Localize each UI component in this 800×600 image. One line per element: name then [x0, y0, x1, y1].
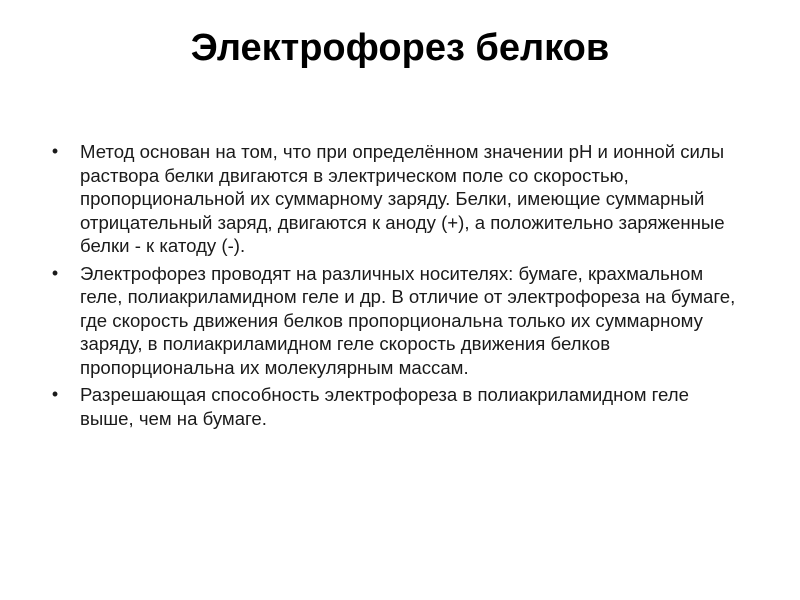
bullet-dot-icon: • — [51, 384, 59, 404]
bullet-text: Электрофорез проводят на различных носителях: бумаге, крахмальном геле, полиакриламидном геле и др. В отличие от электрофореза на бумаге, где скорость движения белков пропорциональна только их суммарному заряду, в полиакриламидном геле скорость движения белков пропорциональна их молекулярным массам. — [80, 262, 736, 378]
bullet-item-1 — [48, 140, 740, 258]
bullet-item-3 — [48, 383, 740, 430]
bullet-dot-icon: • — [51, 262, 59, 283]
bullet-text: Разрешающая способность электрофореза в полиакриламидном геле выше, чем на бумаге. — [80, 384, 689, 429]
bullet-text: Метод основан на том, что при определённом значении pH и ионной силы раствора белки двигаются в электрическом поле со скоростью, пропорциональной их суммарному заряду. Белки, имеющие суммарный отрицательный заряд, двигаются к аноду (+), а положительно заряженные белки - к катоду (-). — [80, 141, 725, 256]
slide-title: Электрофорез белков — [190, 27, 610, 69]
bullet-list — [48, 140, 740, 434]
bullet-item-2 — [48, 262, 740, 380]
bullet-dot-icon: • — [51, 141, 59, 161]
